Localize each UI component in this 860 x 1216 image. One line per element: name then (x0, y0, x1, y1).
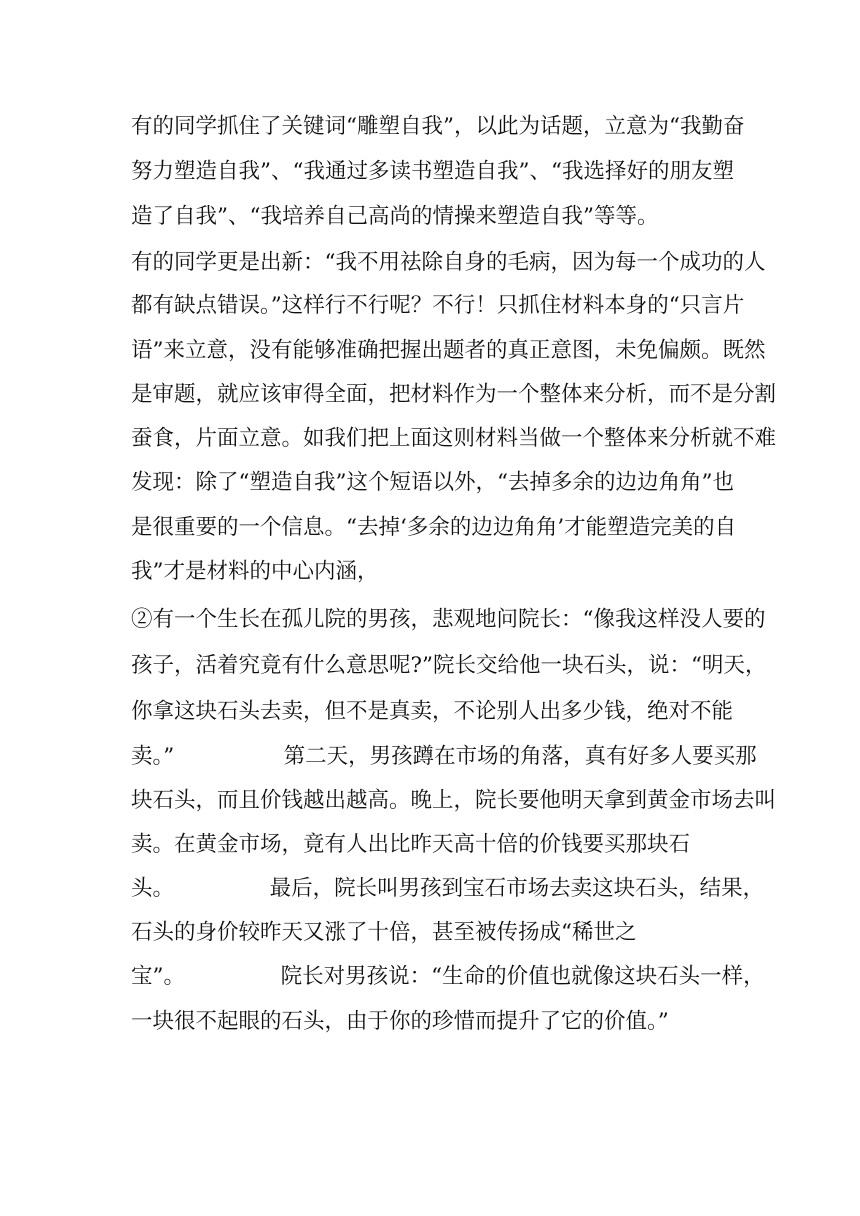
text-line: 头。 最后，院长叫男孩到宝石市场去卖这块石头，结果， (131, 876, 765, 901)
text-line: 卖。在黄金市场，竟有人出比昨天高十倍的价钱要买那块石 (131, 832, 691, 857)
text-line: 蚕食，片面立意。如我们把上面这则材料当做一个整体来分析就不难 (131, 426, 777, 451)
text-line: 块石头，而且价钱越出越高。晚上，院长要他明天拿到黄金市场去叫 (131, 788, 777, 813)
text-line: 是很重要的一个信息。“去掉‘多余的边边角角’才能塑造完美的自 (131, 515, 737, 540)
text-line: 你拿这块石头去卖，但不是真卖，不论别人出多少钱，绝对不能 (131, 699, 734, 724)
text-line: 有的同学更是出新：“我不用祛除自身的毛病，因为每一个成功的人 (131, 250, 766, 275)
text-line: 石头的身价较昨天又涨了十倍，甚至被传扬成“稀世之 (131, 920, 637, 945)
text-line: 一块很不起眼的石头，由于你的珍惜而提升了它的价值。” (131, 1009, 669, 1034)
text-line: 我”才是材料的中心内涵， (131, 559, 379, 584)
text-line: 宝”。 院长对男孩说：“生命的价值也就像这块石头一样， (131, 964, 765, 989)
text-line: 语”来立意，没有能够准确把握出题者的真正意图，未免偏颇。既然 (131, 338, 766, 363)
text-line: ②有一个生长在孤儿院的男孩，悲观地问院长：“像我这样没人要的 (131, 607, 766, 632)
text-line: 是审题，就应该审得全面，把材料作为一个整体来分析，而不是分割 (131, 382, 777, 407)
text-line: 努力塑造自我”、“我通过多读书塑造自我”、“我选择好的朋友塑 (131, 159, 734, 184)
text-line: 卖。” 第二天，男孩蹲在市场的角落，真有好多人要买那 (131, 744, 757, 769)
text-line: 造了自我”、“我培养自己高尚的情操来塑造自我”等等。 (131, 204, 659, 229)
text-line: 孩子，活着究竟有什么意思呢?”院长交给他一块石头，说：“明天， (131, 653, 767, 678)
text-line: 发现：除了“塑造自我”这个短语以外，“去掉多余的边边角角”也 (131, 470, 734, 495)
text-line: 都有缺点错误。”这样行不行呢？不行！只抓住材料本身的“只言片 (131, 293, 745, 318)
text-line: 有的同学抓住了关键词“雕塑自我”，以此为话题，立意为“我勤奋 (131, 114, 745, 139)
